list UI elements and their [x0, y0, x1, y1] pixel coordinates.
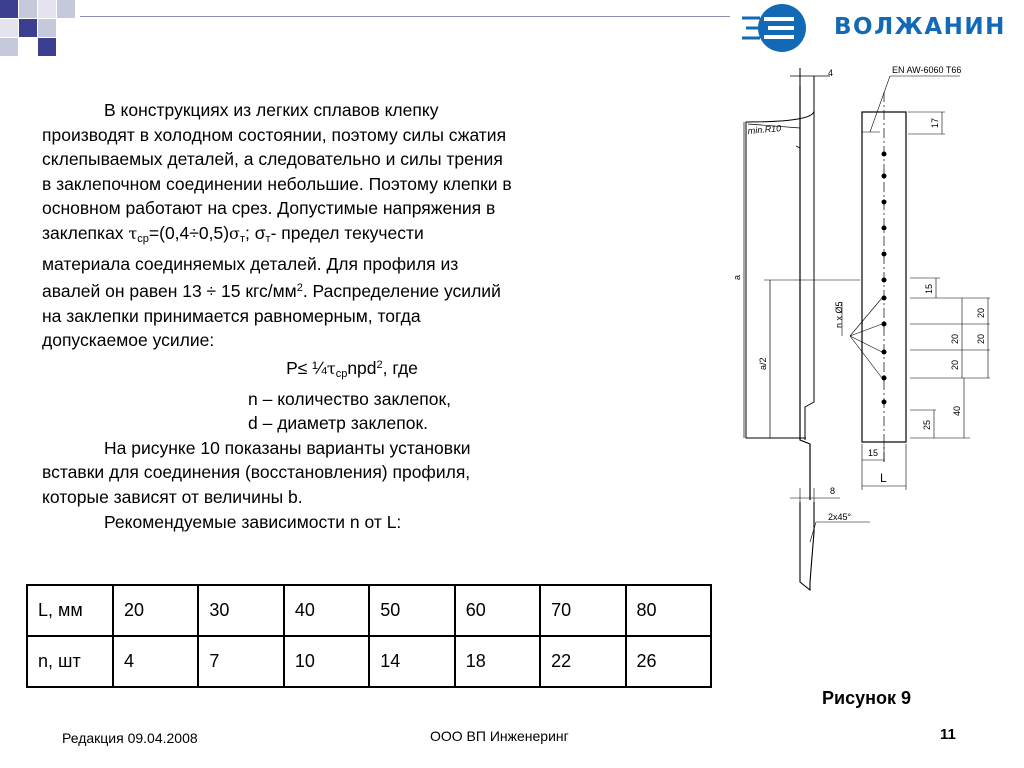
table-cell: 70: [540, 585, 625, 636]
chamfer-label: 2x45°: [828, 512, 852, 522]
n-vs-L-table: [26, 584, 712, 688]
decor-square: [0, 38, 18, 56]
decorative-squares: [0, 0, 80, 56]
material-label: EN AW-6060 T66: [892, 65, 962, 75]
table-cell: 20: [113, 585, 198, 636]
decor-square: [38, 38, 56, 56]
formula: $P\le \frac{1}{4}\tau_{ср}npd^2$, где: [286, 357, 418, 380]
dim-40: 40: [952, 405, 962, 416]
text-line: в заклепочном соединении небольшие. Поэтому клепки в: [42, 173, 512, 194]
page-number: 11: [940, 726, 956, 743]
dim-17: 17: [930, 117, 940, 128]
text-line: На рисунке 10 показаны варианты установки: [104, 437, 471, 458]
table-cell: 14: [369, 636, 454, 687]
radius-label: min.R10: [747, 123, 782, 136]
decor-square: [19, 19, 37, 37]
decor-square: [38, 0, 56, 18]
text-line: материала соединяемых деталей. Для профиля из: [42, 253, 459, 274]
text-line-units: авалей он равен 13 ÷ 15 кгс/$мм^2$. Распределение усилий: [42, 281, 501, 302]
definition-n: n – количество заклепок,: [248, 388, 451, 409]
text-line-stress: заклепках $\tau_{ср}=(0,4\div 0,5)\sigma_т$; $\sigma_т-$ предел текучести: [42, 222, 424, 245]
dim-15-top: 15: [924, 283, 934, 294]
dim-20: 20: [976, 307, 986, 318]
brand-name: ВОЛЖАНИН: [834, 14, 1006, 40]
footer-company: ООО ВП Инженеринг: [430, 728, 569, 744]
technical-drawing: [730, 62, 1024, 600]
decor-square: [19, 0, 37, 18]
label-a: a: [732, 274, 742, 280]
table-cell: 22: [540, 636, 625, 687]
dim-25: 25: [922, 419, 932, 430]
table-row: [27, 636, 711, 687]
table-cell: 7: [198, 636, 283, 687]
dim-top: 4: [828, 68, 834, 78]
text-line: Рекомендуемые зависимости n от L:: [104, 511, 402, 532]
text-line: склепываемых деталей, а следовательно и силы трения: [42, 149, 503, 170]
text-line: которые зависят от величины b.: [42, 486, 303, 507]
figure-caption: Рисунок 9: [822, 688, 911, 708]
decor-square: [38, 19, 56, 37]
dim-8: 8: [830, 486, 836, 496]
table-cell: 60: [455, 585, 540, 636]
decor-square: [0, 19, 18, 37]
body-text: [42, 98, 662, 534]
row-header: L, мм: [27, 585, 113, 636]
dim-20: 20: [950, 359, 960, 370]
holes-label: n x Ø5: [834, 301, 844, 328]
table-cell: 18: [455, 636, 540, 687]
decor-square: [0, 0, 18, 18]
dim-20: 20: [950, 333, 960, 344]
text-line: производят в холодном состоянии, поэтому силы сжатия: [42, 124, 507, 145]
text-line: основном работают на срез. Допустимые напряжения в: [42, 198, 496, 219]
dim-20: 20: [976, 333, 986, 344]
table-cell: 26: [626, 636, 711, 687]
table-cell: 4: [113, 636, 198, 687]
dim-15-bottom: 15: [868, 448, 879, 458]
definition-d: d – диаметр заклепок.: [248, 413, 428, 434]
table-cell: 80: [626, 585, 711, 636]
table-cell: 40: [284, 585, 369, 636]
text-line: В конструкциях из легких сплавов клепку: [104, 100, 439, 120]
footer-edition: Редакция 09.04.2008: [62, 730, 198, 746]
text-line: на заклепки принимается равномерным, тогда: [42, 305, 421, 326]
text-line: допускаемое усилие:: [42, 330, 215, 351]
table-cell: 10: [284, 636, 369, 687]
decor-square: [57, 0, 75, 18]
label-L: L: [880, 471, 887, 485]
table-cell: 50: [369, 585, 454, 636]
header-rule: [80, 16, 730, 17]
label-a-half: a/2: [758, 357, 768, 370]
table-row: [27, 585, 711, 636]
row-header: n, шт: [27, 636, 113, 687]
text-line: вставки для соединения (восстановления) профиля,: [42, 462, 471, 483]
table-cell: 30: [198, 585, 283, 636]
